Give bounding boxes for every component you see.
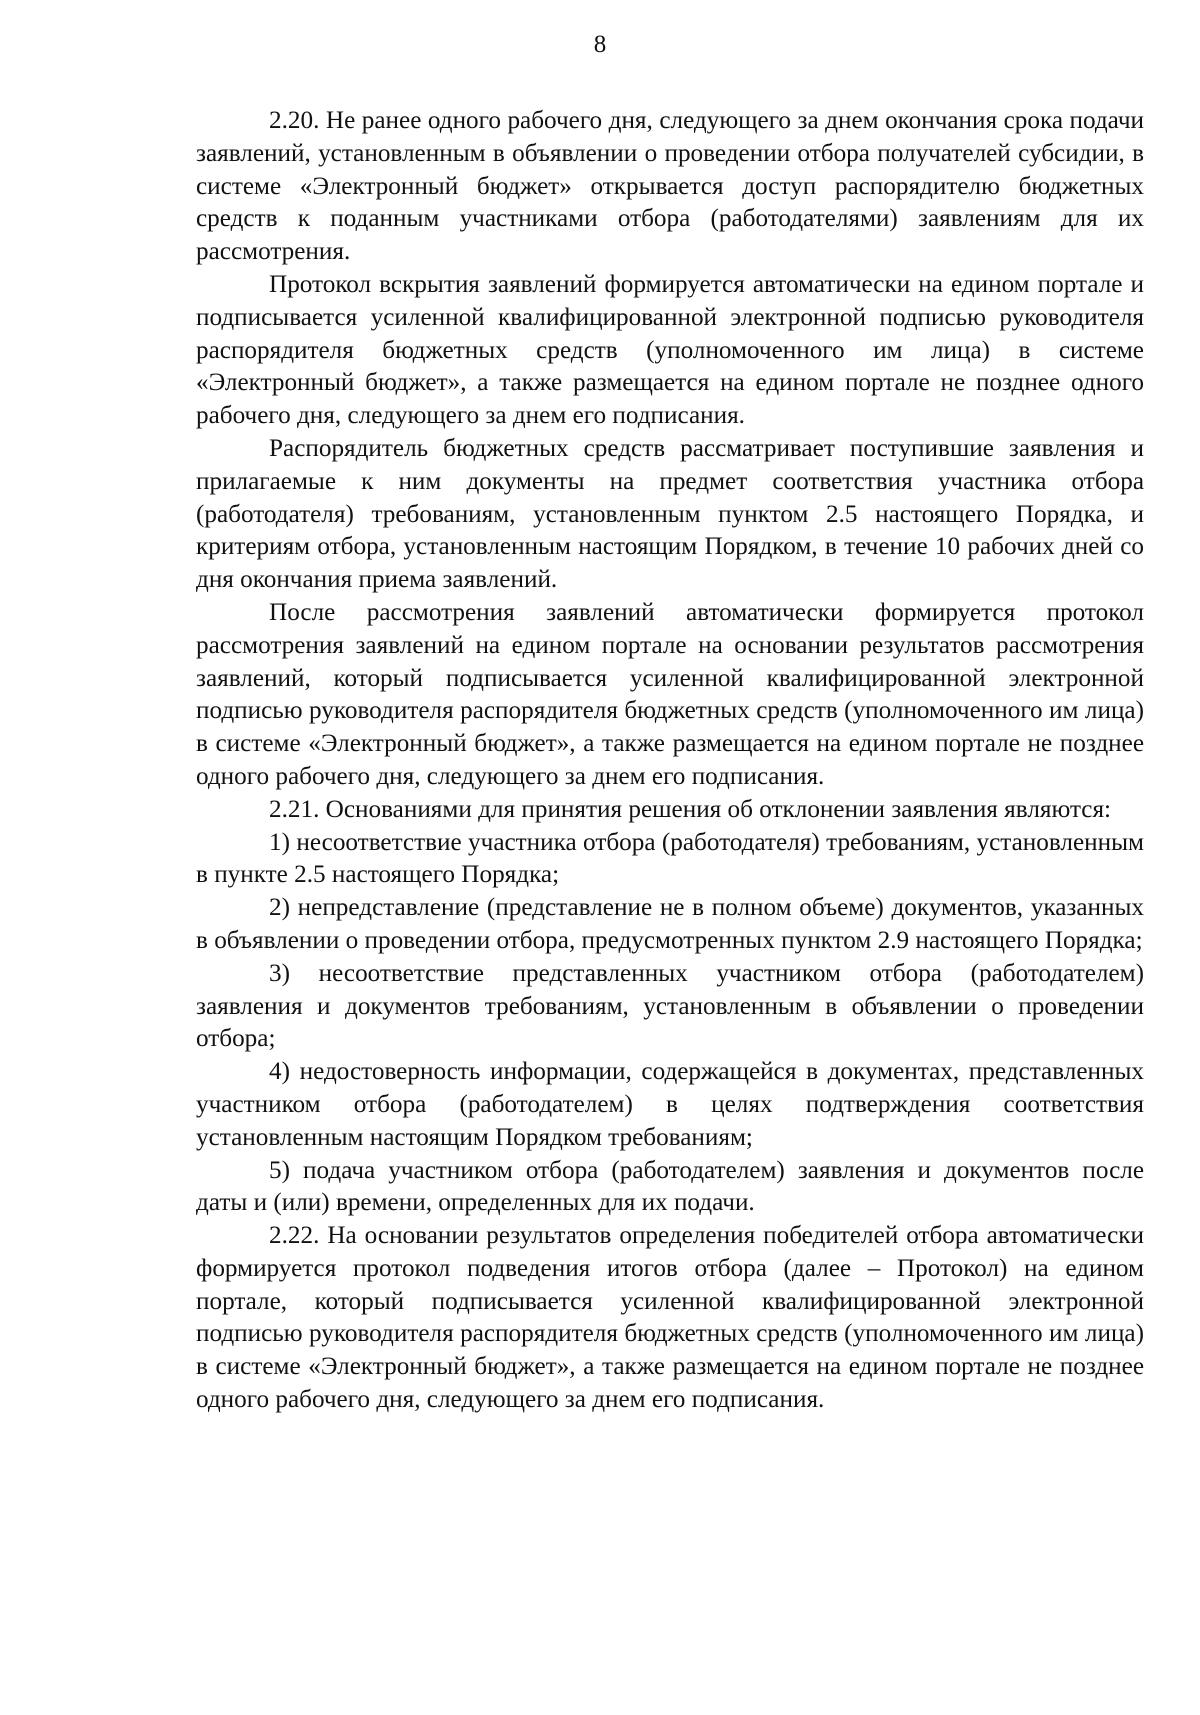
list-item-1: 1) несоответствие участника отбора (работодателя) требованиям, установленным в пункте 2.5 настоящего Порядка; [196,828,1144,889]
paragraph-2-21: 2.21. Основаниями для принятия решения об отклонении заявления являются: [269,795,1112,823]
paragraph-opening-protocol: Протокол вскрытия заявлений формируется автоматически на едином портале и подписывается усиленной квалифицированной электронной подписью руководителя распорядителя бюджетных средств (уполномоченного им лица) в системе «Электронный бюджет», а также размещается на едином портале не позднее одного рабочего дня, следующего за днем его подписания. [196,270,1144,430]
list-item-4: 4) недостоверность информации, содержащейся в документах, представленных участником отбора (работодателем) в целях подтверждения соответствия установленным настоящим Порядком требованиям; [196,1058,1144,1151]
list-item-5: 5) подача участником отбора (работодателем) заявления и документов после даты и (или) времени, определенных для их подачи. [196,1156,1144,1217]
paragraph-review-applications: Распорядитель бюджетных средств рассматривает поступившие заявления и прилагаемые к ним документы на предмет соответствия участника отбора (работодателя) требованиям, установленным пунктом 2.5 настоящего Порядка, и критериям отбора, установленным настоящим Порядком, в течение 10 рабочих дней со дня окончания приема заявлений. [196,434,1144,594]
document-body [196,105,1144,1417]
page-number: 8 [593,31,607,58]
list-item-2: 2) непредставление (представление не в полном объеме) документов, указанных в объявлении о проведении отбора, предусмотренных пунктом 2.9 настоящего Порядка; [196,894,1144,954]
list-item-3: 3) несоответствие представленных участником отбора (работодателем) заявления и документов требованиям, установленным в объявлении о проведении отбора; [196,959,1144,1053]
paragraph-2-22: 2.22. На основании результатов определения победителей отбора автоматически формируется протокол подведения итогов отбора (далее – Протокол) на едином портале, который подписывается усиленной квалифицированной электронной подписью руководителя распорядителя бюджетных средств (уполномоченного им лица) в системе «Электронный бюджет», а также размещается на едином портале не позднее одного рабочего дня, следующего за днем его подписания. [196,1222,1144,1414]
paragraph-2-20: 2.20. Не ранее одного рабочего дня, следующего за днем окончания срока подачи заявлений, установленным в объявлении о проведении отбора получателей субсидии, в системе «Электронный бюджет» открывается доступ распорядителю бюджетных средств к поданным участниками отбора (работодателями) заявлениям для их рассмотрения. [196,107,1144,266]
paragraph-review-protocol: После рассмотрения заявлений автоматически формируется протокол рассмотрения заявлений на едином портале на основании результатов рассмотрения заявлений, который подписывается усиленной квалифицированной электронной подписью руководителя распорядителя бюджетных средств (уполномоченного им лица) в системе «Электронный бюджет», а также размещается на едином портале не позднее одного рабочего дня, следующего за днем его подписания. [196,598,1144,790]
